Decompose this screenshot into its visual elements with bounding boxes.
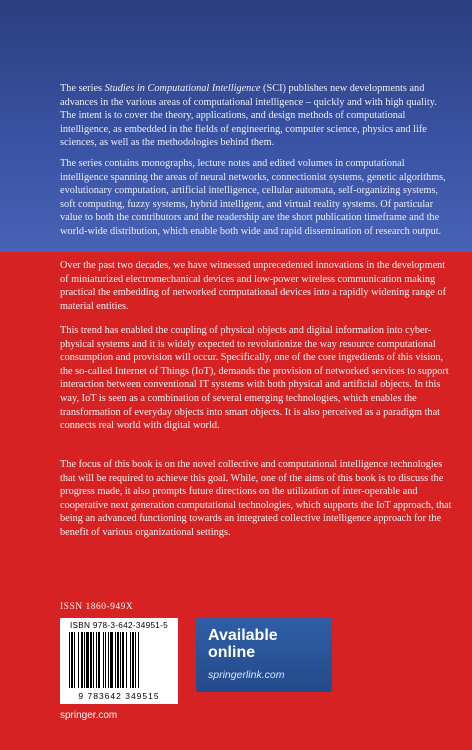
badge-available-text: Available: [208, 627, 278, 644]
book-description-paragraph-3: The focus of this book is on the novel collective and computational intelligence technologies that will be required to achieve this goal. While, one of the aims of this book is to discuss the progress made, it also prompts future directions on the utilization of inter-operable and cooperative next generation computational technologies, which supports the IoT approach, that being an advanced functioning towards an integrated collective intelligence approach for the benefit of various organizational settings.: [60, 459, 452, 538]
series-intro-before: The series: [60, 83, 105, 94]
series-intro-paragraph: [60, 82, 455, 150]
isbn-text: ISBN 978-3-642-34951-5: [69, 621, 169, 630]
series-contents-paragraph: The series contains monographs, lecture notes and edited volumes in computational intelligence spanning the areas of neural networks, connectionist systems, genetic algorithms, evolutionary computation, artificial intelligence, cellular automata, self-organizing systems, soft computing, fuzzy systems, hybrid intelligent, and virtual reality systems. Of particular value to both the contributors and the readership are the short publication timeframe and the world-wide distribution, which enable both wide and rapid dissemination of research output.: [60, 158, 446, 237]
isbn-barcode: [60, 618, 178, 704]
barcode-digits: 9 783642 349515: [78, 691, 160, 701]
publisher-url[interactable]: springer.com: [60, 710, 118, 721]
badge-url-text: springerlink.com: [208, 669, 285, 681]
series-intro-after: (SCI) publishes new developments and advances in the various areas of computational intelligence – quickly and with high quality. The intent is to cover the theory, applications, and design methods of computational intelligence, as embedded in the fields of engineering, computer science, physics and life sciences, as well as the methodologies behind them.: [60, 83, 437, 149]
available-online-badge[interactable]: [196, 617, 332, 692]
book-description-paragraph-2: This trend has enabled the coupling of physical objects and digital information into cyber-physical systems and it is widely expected to revolutionize the way resource computational consumption and provision will occur. Specifically, one of the core ingredients of this vision, the so-called Internet of Things (IoT), demands the provision of networked services to support interaction between conventional IT systems with both physical and artificial objects. In this way, IoT is seen as a combination of several emerging technologies, which enables the transformation of everyday objects into smart objects. It is also perceived as a paradigm that connects real world with digital world.: [60, 325, 449, 432]
series-info-band: [0, 0, 472, 252]
series-title: Studies in Computational Intelligence: [104, 83, 261, 94]
issn-text: ISSN 1860-949X: [60, 602, 134, 612]
book-description-paragraph-1: Over the past two decades, we have witnessed unprecedented innovations in the development of miniaturized electromechanical devices and low-power wireless communication making practical the embedding of networked computational devices into a rapidly widening range of material entities.: [60, 260, 447, 312]
badge-online-text: online: [208, 644, 256, 661]
barcode-bars: [69, 632, 173, 692]
